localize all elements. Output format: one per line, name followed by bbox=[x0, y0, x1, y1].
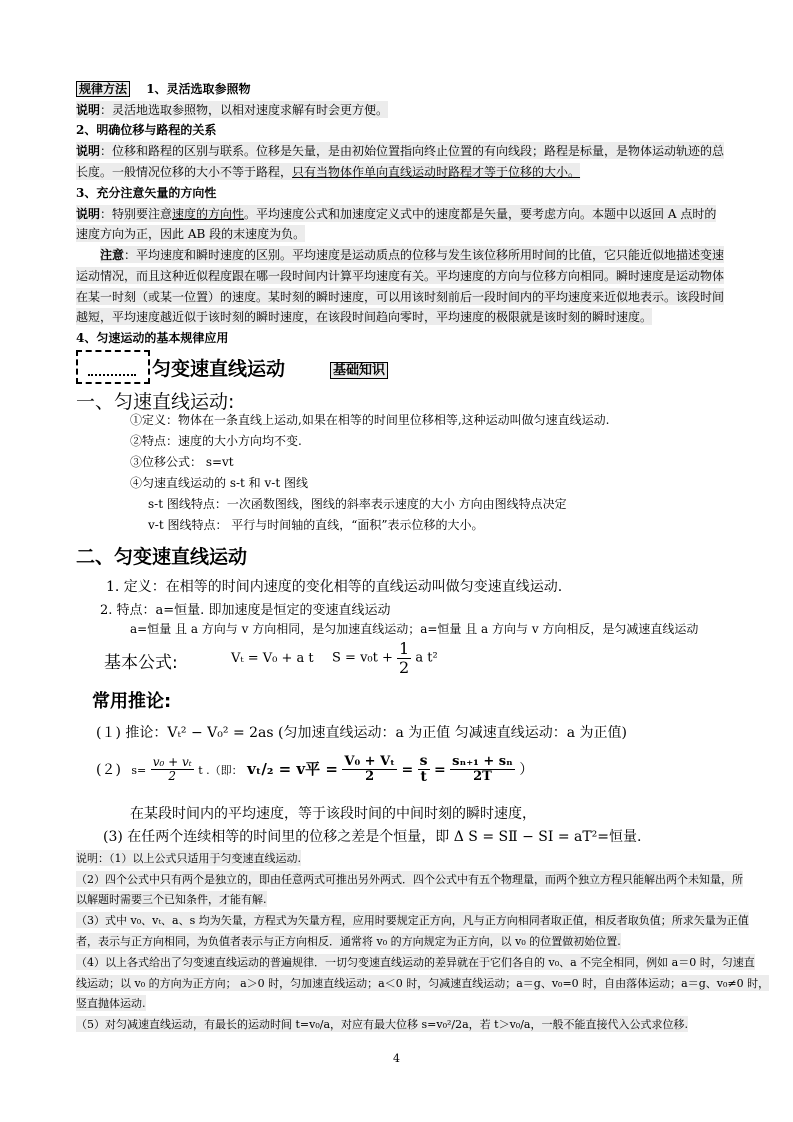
uniform-item-4: ④匀速直线运动的 s-t 和 v-t 图线 bbox=[130, 476, 308, 490]
inference-2-note: 在某段时间内的平均速度，等于该段时间的中间时刻的瞬时速度， bbox=[130, 806, 536, 822]
section-marker-box bbox=[76, 350, 150, 384]
note-text: ：灵活地选取参照物，以相对速度求解有时会更方便。 bbox=[100, 103, 389, 117]
formula-part: (２) bbox=[96, 761, 121, 778]
heading-4: 4、匀速运动的基本规律应用 bbox=[76, 331, 229, 345]
formula-part: t .（即： bbox=[198, 763, 243, 777]
note-line-3 bbox=[76, 163, 580, 180]
denominator: 2 bbox=[365, 769, 375, 785]
uniform-item-2: ②特点：速度的大小方向均不变. bbox=[130, 434, 302, 448]
note-label: 说明 bbox=[76, 144, 101, 158]
basic-formula-2 bbox=[332, 640, 438, 676]
method-line bbox=[76, 80, 251, 97]
attention-text: ：平均速度和瞬时速度的区别。平均速度是运动质点的位移与发生该位移所用时间的比值，它只能近似地描述变速 bbox=[124, 248, 725, 262]
inference-heading: 常用推论: bbox=[92, 691, 172, 712]
inference-1: (１) 推论：Vₜ² − V₀² = 2as (匀加速直线运动：a 为正值 匀减速直线运动：a 为正值) bbox=[96, 725, 628, 741]
numerator: s bbox=[419, 753, 428, 769]
fraction-avg bbox=[151, 756, 194, 783]
attention-line-1 bbox=[100, 246, 724, 263]
section-title: 匀变速直线运动 bbox=[152, 358, 286, 380]
note-line-5: 速度方向为正，因此 AB 段的末速度为负。 bbox=[76, 227, 306, 241]
formula-part: ） bbox=[519, 761, 534, 778]
note-label: 说明 bbox=[76, 207, 101, 221]
formula-part: s= bbox=[131, 763, 147, 777]
formula-part: = bbox=[433, 761, 446, 778]
uniform-item-1: ①定义：物体在一条直线上运动,如果在相等的时间里位移相等,这种运动叫做匀速直线运动. bbox=[130, 413, 610, 427]
accel-heading: 二、匀变速直线运动 bbox=[76, 546, 248, 568]
accel-feature: 2. 特点：a=恒量. 即加速度是恒定的变速直线运动 bbox=[100, 603, 391, 618]
note-3b: 者，表示与正方向相同，为负值者表示与正方向相反．通常将 v₀ 的方向规定为正方向，以 v₀ 的位置做初始位置. bbox=[76, 935, 621, 948]
numerator: v₀ + vₜ bbox=[152, 755, 192, 770]
note-text: 。平均速度公式和加速度定义式中的速度都是矢量，要考虑方向。本题中以返回 A 点时的 bbox=[244, 207, 717, 221]
note-underlined: 只有当物体作单向直线运动时路程才等于位移的大小。 bbox=[292, 165, 581, 179]
method-tag: 规律方法 bbox=[76, 81, 130, 97]
attention-line-2: 运动情况，而且这种近似程度跟在哪一段时间内计算平均速度有关。平均速度的方向与位移方向相同。瞬时速度是运动物体 bbox=[76, 269, 725, 283]
fraction-v bbox=[342, 755, 397, 785]
note-4b: 线运动；以 v₀ 的方向为正方向； a＞0 时，匀加速直线运动；a＜0 时，匀减速直线运动；a＝g、v₀=0 时，自由落体运动；a＝g、v₀≠0 时， bbox=[76, 977, 770, 990]
note-text: 长度。一般情况位移的大小不等于路程， bbox=[76, 165, 293, 179]
denominator: 2T bbox=[473, 769, 492, 785]
formula-part: = bbox=[401, 761, 414, 778]
note-label: 说明 bbox=[76, 103, 101, 117]
numerator: 1 bbox=[399, 639, 410, 658]
denominator: 2 bbox=[399, 657, 410, 677]
basic-formula-label: 基本公式: bbox=[104, 653, 178, 673]
numerator: V₀ + Vₜ bbox=[344, 754, 395, 770]
formula-part: a t² bbox=[415, 650, 438, 666]
denominator: 2 bbox=[168, 769, 177, 784]
st-graph-line: s-t 图线特点：一次函数图线，图线的斜率表示速度的大小 方向由图线特点决定 bbox=[148, 497, 567, 511]
note-3a: （3）式中 v₀、vₜ、a、s 均为矢量，方程式为矢量方程，应用时要规定正方向，凡与正方向相同者取正值，相反者取负值；所求矢量为正值 bbox=[76, 914, 749, 927]
note-5: （5）对匀减速直线运动，有最长的运动时间 t=v₀/a，对应有最大位移 s=v₀²/2a，若 t＞v₀/a，一般不能直接代入公式求位移. bbox=[76, 1018, 688, 1031]
page-number: 4 bbox=[393, 1052, 400, 1065]
attention-line-4: 越短，平均速度越近似于该时刻的瞬时速度，在该段时间趋向零时，平均速度的极限就是该时刻的瞬时速度。 bbox=[76, 310, 653, 324]
note-underlined: 速度的方向性 bbox=[172, 207, 245, 221]
note-line-2 bbox=[76, 142, 724, 159]
note-4a: （4）以上各式给出了匀变速直线运动的普遍规律．一切匀变速直线运动的差异就在于它们各自的 v₀、a 不完全相同，例如 a＝0 时，匀速直 bbox=[76, 956, 755, 969]
note-line-4 bbox=[76, 205, 716, 222]
basic-formula-1: Vₜ = V₀ + a t bbox=[231, 651, 314, 666]
fraction-half bbox=[397, 640, 411, 676]
attention-line-3: 在某一时刻（或某一位置）的速度。某时刻的瞬时速度，可以用该时刻前后一段时间内的平均速度来近似地表示。该段时间 bbox=[76, 290, 725, 304]
section-tag bbox=[330, 359, 388, 378]
denominator: t bbox=[420, 769, 427, 786]
heading-2: 2、明确位移与路程的关系 bbox=[76, 123, 217, 137]
heading-3: 3、充分注意矢量的方向性 bbox=[76, 186, 217, 200]
note-text: ：位移和路程的区别与联系。位移是矢量，是由初始位置指向终止位置的有向线段；路程是标量，是物体运动轨迹的总 bbox=[100, 144, 725, 158]
accel-feature-note: a=恒量 且 a 方向与 v 方向相同，是匀加速直线运动；a=恒量 且 a 方向与 v 方向相反，是匀减速直线运动 bbox=[130, 622, 699, 636]
basic-knowledge-tag: 基础知识 bbox=[330, 362, 388, 379]
inference-2 bbox=[96, 754, 533, 786]
uniform-item-3: ③位移公式： s=vt bbox=[130, 455, 234, 469]
inference-3: (3) 在任两个连续相等的时间里的位移之差是个恒量，即 Δ S = SⅡ − SⅠ = aT²=恒量. bbox=[103, 829, 642, 845]
vt-graph-line: v-t 图线特点： 平行与时间轴的直线，“面积”表示位移的大小。 bbox=[148, 518, 484, 532]
note-2b: 以解题时需要三个已知条件，才能有解. bbox=[76, 893, 267, 906]
note-line-1 bbox=[76, 101, 388, 118]
formula-part: vₜ/₂ = v平 = bbox=[247, 759, 338, 778]
fraction-st bbox=[418, 754, 430, 786]
note-text: ：特别要注意 bbox=[100, 207, 173, 221]
numerator: sₙ₊₁ + sₙ bbox=[452, 754, 513, 770]
uniform-heading: 一、匀速直线运动: bbox=[76, 391, 235, 413]
accel-definition: 1. 定义：在相等的时间内速度的变化相等的直线运动叫做匀变速直线运动. bbox=[106, 579, 563, 595]
note-4c: 竖直抛体运动. bbox=[76, 997, 146, 1010]
fraction-s2t bbox=[450, 755, 515, 785]
note-1: 说明：（1）以上公式只适用于匀变速直线运动. bbox=[76, 852, 301, 865]
method-title: 1、灵活选取参照物 bbox=[146, 82, 251, 96]
note-2a: （2）四个公式中只有两个是独立的，即由任意两式可推出另外两式．四个公式中有五个物理量，而两个独立方程只能解出两个未知量，所 bbox=[76, 873, 743, 886]
attention-label: 注意 bbox=[100, 248, 125, 262]
formula-part: S = v₀t + bbox=[332, 650, 393, 666]
